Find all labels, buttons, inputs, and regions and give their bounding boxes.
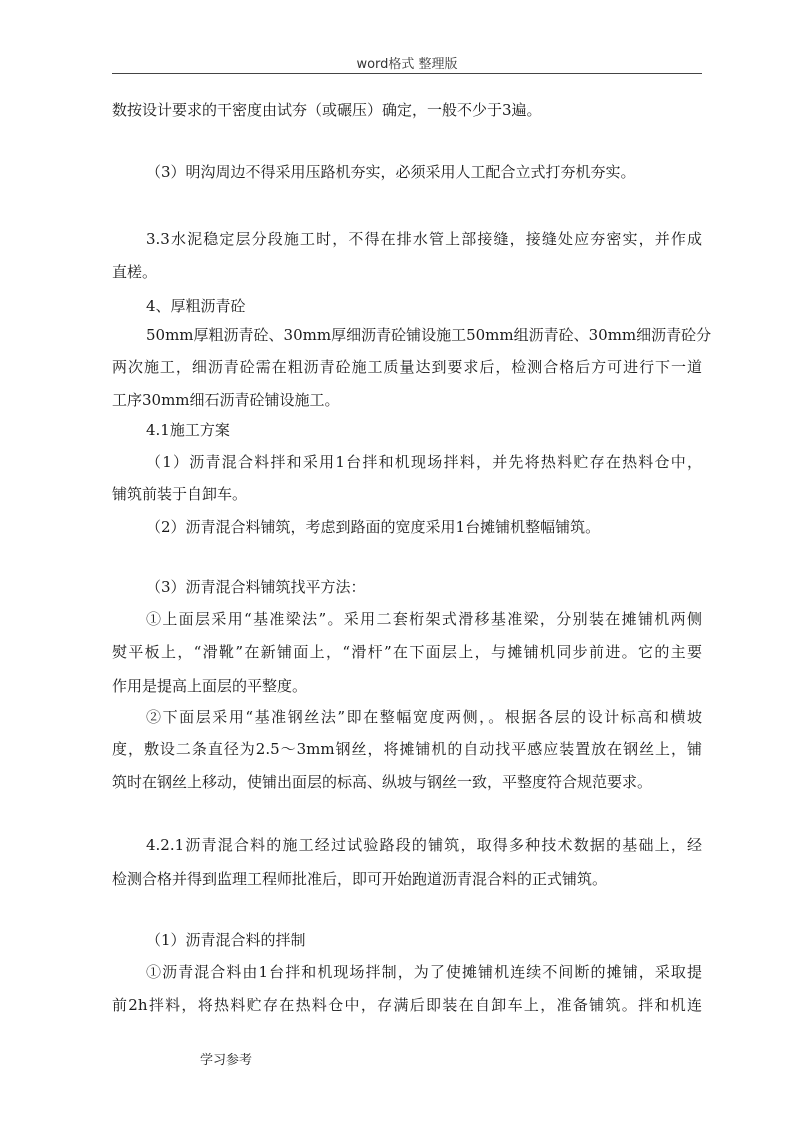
body-line: 两次施工，细沥青砼需在粗沥青砼施工质量达到要求后，检测合格后方可进行下一道 xyxy=(112,358,702,376)
body-line: 直槎。 xyxy=(112,263,158,281)
body-line: 检测合格并得到监理工程师批准后，即可开始跑道沥青混合料的正式铺筑。 xyxy=(112,870,608,888)
body-line: ①上面层采用“基准梁法”。采用二套桁架式滑移基准梁，分别装在摊铺机两侧 xyxy=(146,610,702,628)
body-line: 50mm厚粗沥青砼、30mm厚细沥青砼铺设施工50mm组沥青砼、30mm细沥青砼分 xyxy=(146,326,712,344)
body-line: ①沥青混合料由1台拌和机现场拌制，为了使摊铺机连续不间断的摊铺，采取提 xyxy=(146,963,702,981)
subsection-heading: （1）沥青混合料的拌制 xyxy=(146,931,306,949)
body-line: （1）沥青混合料拌和采用1台拌和机现场拌料，并先将热料贮存在热料仓中， xyxy=(146,453,702,471)
header-divider xyxy=(112,73,702,74)
body-line: （3）明沟周边不得采用压路机夯实，必须采用人工配合立式打夯机夯实。 xyxy=(146,163,636,181)
body-line: ②下面层采用“基准钢丝法”即在整幅宽度两侧，。根据各层的设计标高和横坡 xyxy=(146,708,702,726)
body-line: 作用是提高上面层的平整度。 xyxy=(112,677,308,695)
page-header: word格式 整理版 xyxy=(356,57,458,72)
body-line: 3.3水泥稳定层分段施工时，不得在排水管上部接缝，接缝处应夯密实，并作成 xyxy=(146,230,702,248)
body-line: 铺筑前装于自卸车。 xyxy=(112,485,248,503)
subsection-heading: 4.1施工方案 xyxy=(146,421,230,439)
page-footer: 学习参考 xyxy=(200,1053,253,1068)
body-line: （2）沥青混合料铺筑，考虑到路面的宽度采用1台摊铺机整幅铺筑。 xyxy=(146,518,601,536)
body-line: 数按设计要求的干密度由试夯（或碾压）确定，一般不少于3遍。 xyxy=(112,101,542,119)
body-line: 筑时在钢丝上移动，使铺出面层的标高、纵坡与钢丝一致，平整度符合规范要求。 xyxy=(112,773,653,791)
section-heading: 4、厚粗沥青砼 xyxy=(146,297,246,315)
body-line: （3）沥青混合料铺筑找平方法： xyxy=(146,578,366,596)
body-line: 4.2.1沥青混合料的施工经过试验路段的铺筑，取得多种技术数据的基础上，经 xyxy=(146,836,702,854)
body-line: 熨平板上，“滑靴”在新铺面上，“滑杆”在下面层上，与摊铺机同步前进。它的主要 xyxy=(112,643,702,661)
body-line: 前2h拌料，将热料贮存在热料仓中，存满后即装在自卸车上，准备铺筑。拌和机连 xyxy=(112,996,702,1014)
body-line: 度，敷设二条直径为2.5～3mm钢丝，将摊铺机的自动找平感应装置放在钢丝上，铺 xyxy=(112,740,702,758)
body-line: 工序30mm细石沥青砼铺设施工。 xyxy=(112,391,340,409)
